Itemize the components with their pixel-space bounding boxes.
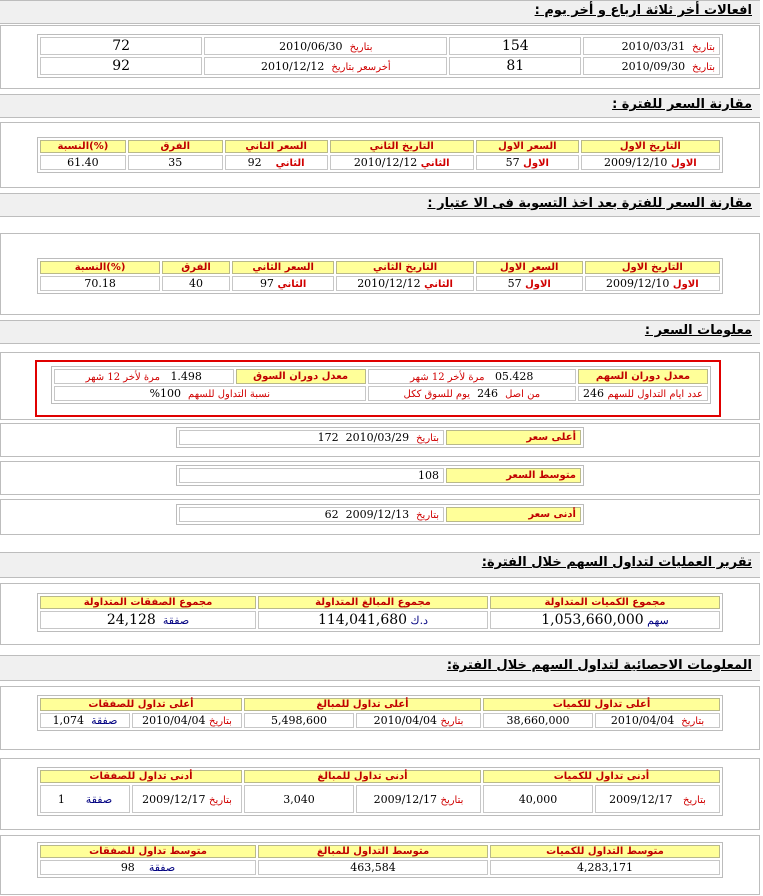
min-stats-table	[37, 767, 723, 816]
adjusted-table	[37, 258, 723, 294]
adjusted-panel	[0, 233, 760, 315]
table-row: بتاريخ 2010/04/04 38,660,000 بتاريخ 2010/04/04 5,498,600 بتاريخ 2010/04/04 صفقة 1,074	[40, 713, 720, 728]
avg-price-table	[176, 465, 584, 486]
section-header-comparison	[0, 94, 760, 118]
table-row: سهم 1,053,660,000 د.ك 114,041,680 صفقة 24,128	[40, 611, 720, 629]
table-row: معدل دوران السهم 05.428 مرة لأخر 12 شهر معدل دوران السوق 1.498 مرة لأخر 12 شهر	[54, 369, 708, 384]
avg-stats-table	[37, 842, 723, 878]
table-row: متوسط السعر 108	[179, 468, 581, 483]
high-price-panel	[0, 423, 760, 457]
section-header-operations	[0, 552, 760, 578]
table-row: مجموع الكميات المتداولة مجموع المبالغ المتداولة مجموع الصفقات المتداولة	[40, 596, 720, 609]
quarters-table	[37, 34, 723, 78]
table-row: الاول 2009/12/10 الاول 57 الثاني 2010/12/12 الثاني 97 40 70.18	[40, 276, 720, 291]
table-row: أعلى سعر بتاريخ 2010/03/29 172	[179, 430, 581, 445]
operations-table	[37, 593, 723, 632]
section-title: افعالات أخر ثلاثة ارباع و أخر يوم :	[534, 3, 752, 18]
quarters-panel	[0, 25, 760, 89]
comparison-panel	[0, 122, 760, 188]
table-row: بتاريخ 2009/12/17 40,000 بتاريخ 2009/12/17 3,040 بتاريخ 2009/12/17 صفقة 1	[40, 785, 720, 813]
avg-stats-panel	[0, 835, 760, 895]
low-price-panel	[0, 499, 760, 535]
avg-price-panel	[0, 461, 760, 495]
section-header-price-info	[0, 320, 760, 344]
comparison-table	[37, 137, 723, 173]
section-title: مقارنة السعر للفترة :	[612, 97, 752, 112]
section-header-quarters	[0, 0, 760, 24]
table-row: أعلى تداول للكميات أعلى تداول للمبالغ أعلى تداول للصفقات	[40, 698, 720, 711]
table-row: عدد ايام التداول للسهم 246 من اصل 246 يوم للسوق ككل نسبة التداول للسهم 100%	[54, 386, 708, 401]
section-header-adjusted	[0, 193, 760, 217]
section-title: تقرير العمليات لتداول السهم خلال الفترة:	[481, 555, 752, 570]
max-stats-table	[37, 695, 723, 731]
table-row: أدنى تداول للكميات أدنى تداول للمبالغ أدنى تداول للصفقات	[40, 770, 720, 783]
turnover-highlight	[35, 360, 721, 417]
high-price-table	[176, 427, 584, 448]
section-title: المعلومات الاحصائية لتداول السهم خلال الفترة:	[446, 658, 752, 673]
table-row: الاول 2009/12/10 الاول 57 الثاني 2010/12/12 الثاني 92 35 61.40	[40, 155, 720, 170]
section-title: مقارنة السعر للفترة بعد اخذ التسوية فى الا عتبار :	[427, 196, 752, 211]
max-stats-panel	[0, 686, 760, 750]
table-row: بتاريخ 2010/03/31 154 بتاريخ 2010/06/30 72	[40, 37, 720, 55]
table-row: 4,283,171 463,584 صفقة 98	[40, 860, 720, 875]
min-stats-panel	[0, 758, 760, 830]
low-price-table	[176, 504, 584, 525]
table-row: أدنى سعر بتاريخ 2009/12/13 62	[179, 507, 581, 522]
table-row: متوسط التداول للكميات متوسط التداول للمبالغ متوسط تداول للصفقات	[40, 845, 720, 858]
section-header-statistics	[0, 655, 760, 681]
operations-panel	[0, 583, 760, 645]
section-title: معلومات السعر :	[644, 323, 752, 338]
table-row: التاريخ الاول السعر الاول التاريخ الثاني السعر الثاني الفرق (%)النسبة	[40, 140, 720, 153]
table-row: التاريخ الاول السعر الاول التاريخ الثاني السعر الثاني الفرق (%)النسبة	[40, 261, 720, 274]
table-row: بتاريخ 2010/09/30 81 أخرسعر بتاريخ 2010/12/12 92	[40, 57, 720, 75]
